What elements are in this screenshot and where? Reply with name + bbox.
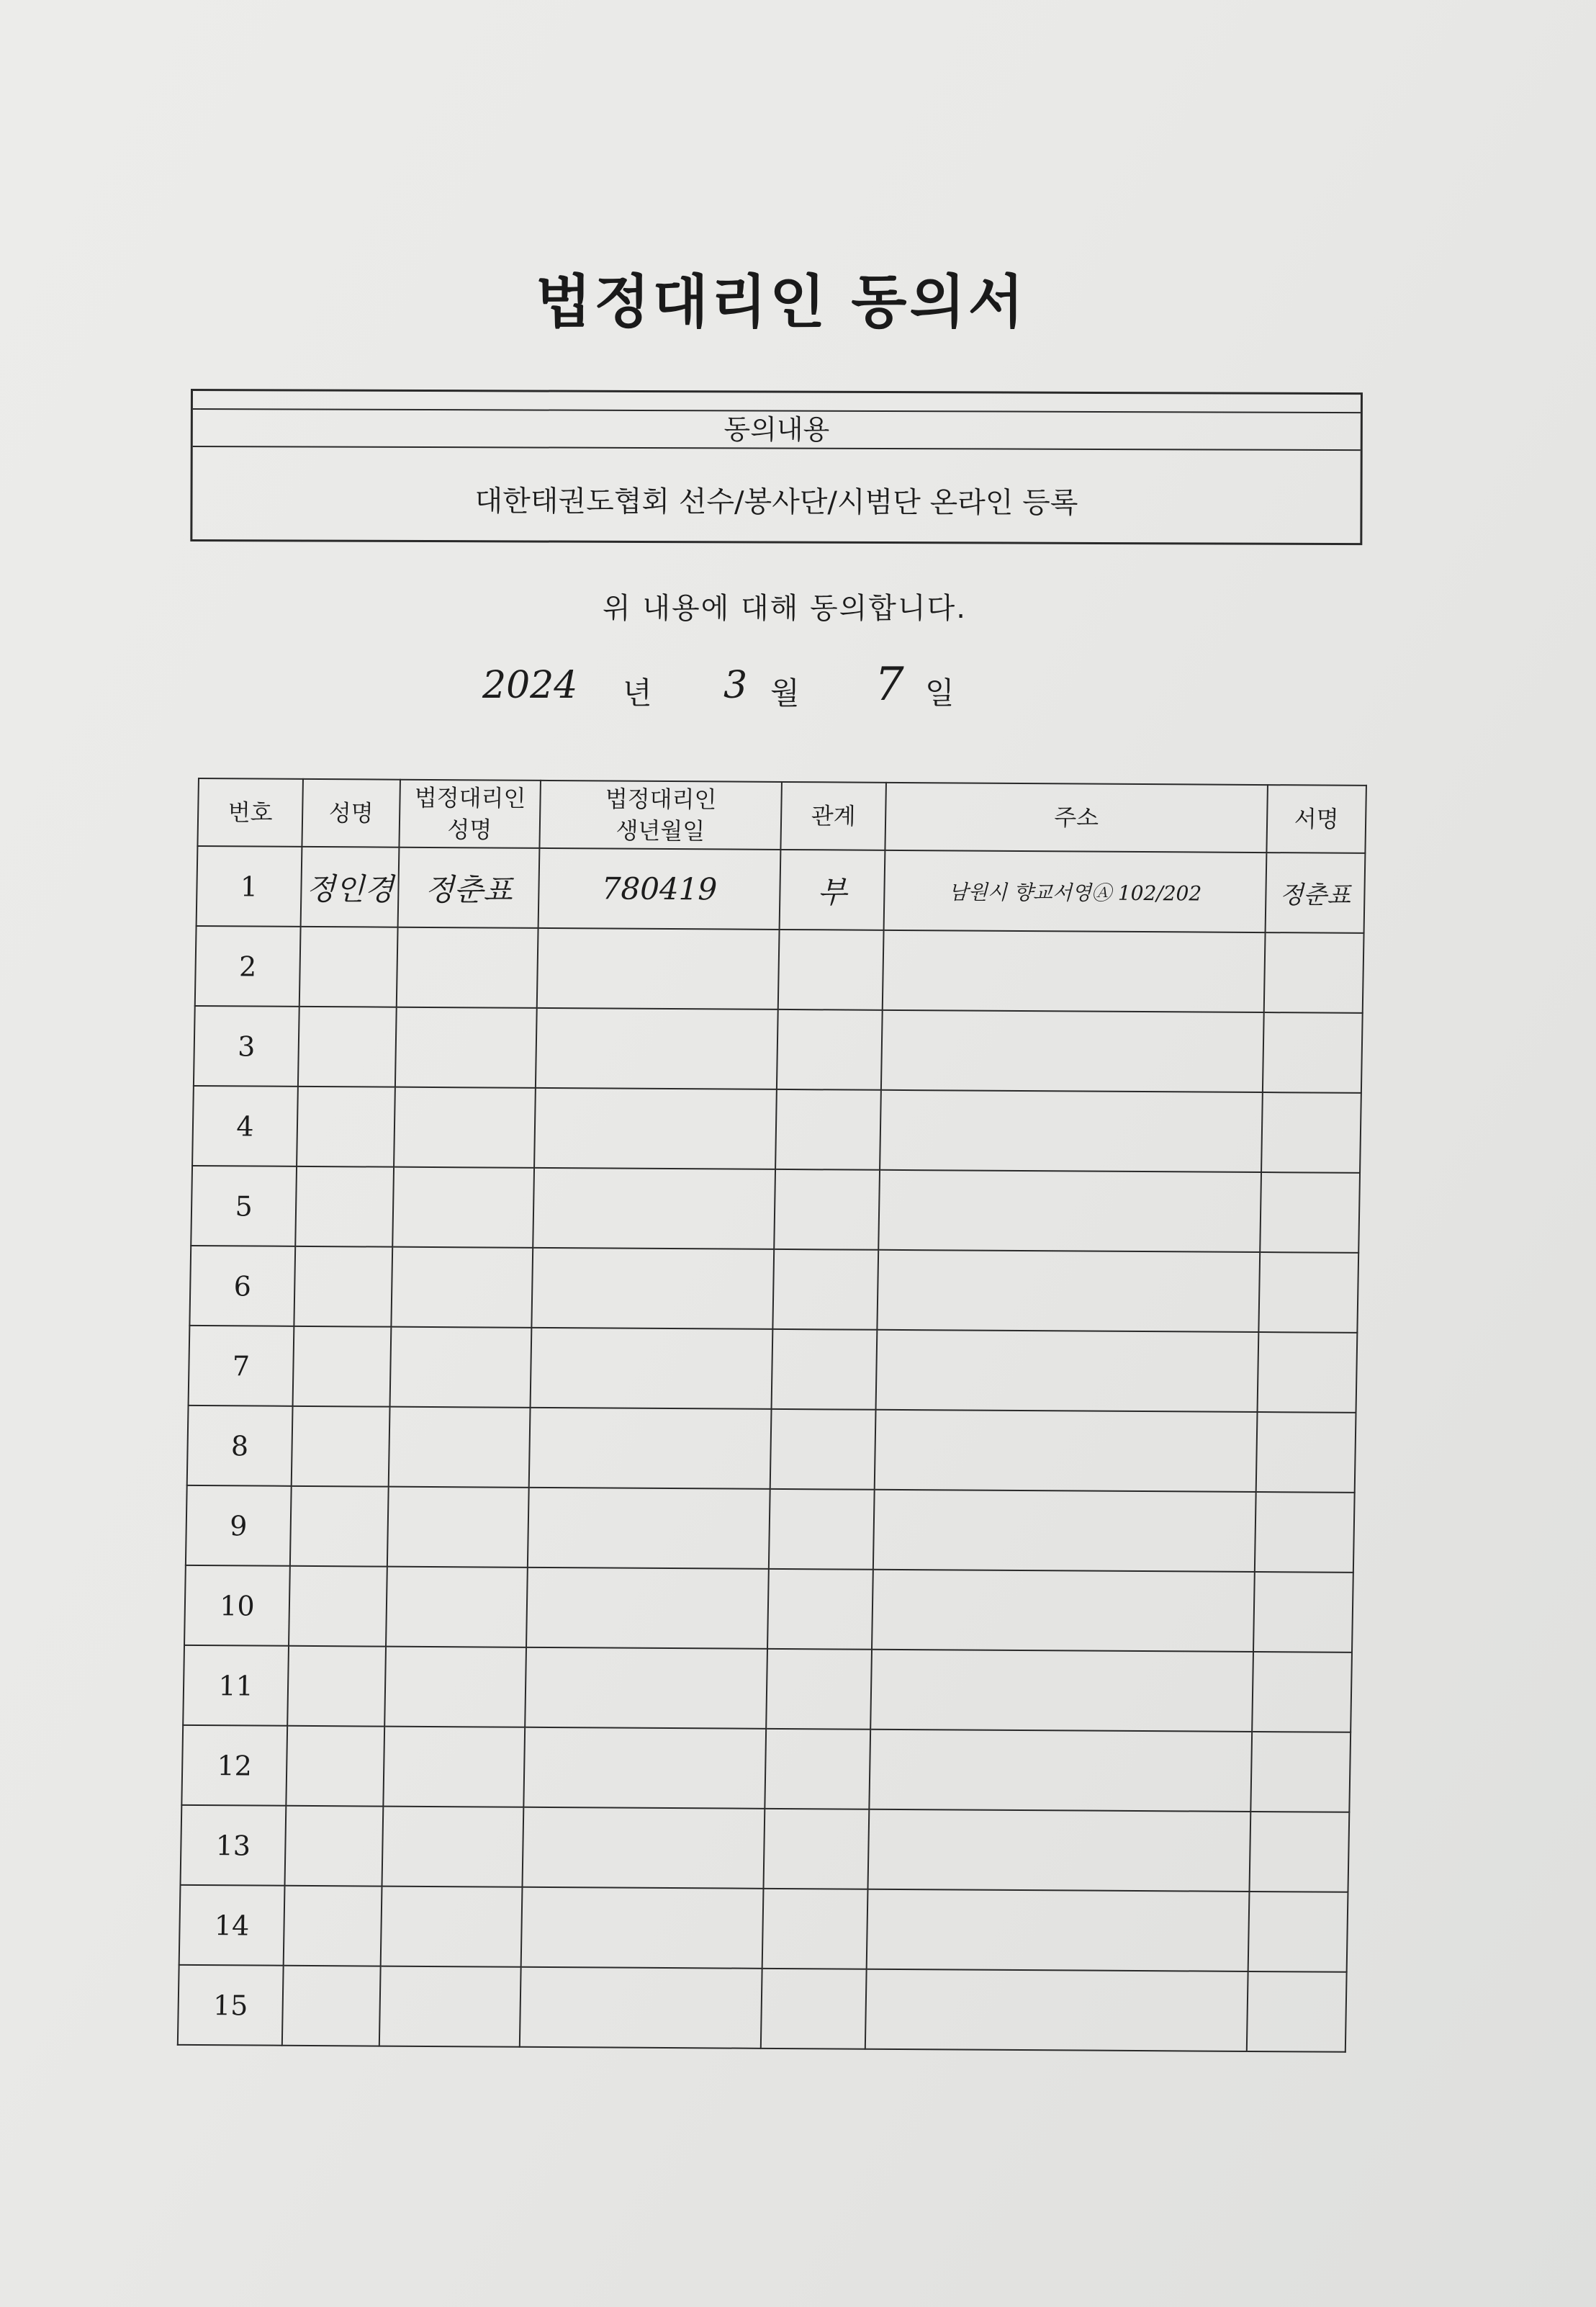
signature-cell[interactable]: [1264, 932, 1364, 1013]
relation-cell[interactable]: [777, 1009, 883, 1090]
date-month[interactable]: 3: [723, 664, 748, 707]
table-row: [180, 1805, 1349, 1892]
guardian-name-cell[interactable]: [387, 1487, 529, 1568]
relation-cell[interactable]: 부: [780, 850, 885, 930]
header-relation: 관계: [780, 782, 886, 850]
address-cell[interactable]: [878, 1170, 1261, 1252]
header-address: 주소: [885, 783, 1268, 853]
date-year[interactable]: 2024: [482, 664, 578, 707]
row-number: 15: [178, 1965, 284, 2046]
relation-cell[interactable]: [767, 1569, 873, 1650]
address-cell[interactable]: [867, 1809, 1250, 1892]
address-cell[interactable]: [876, 1330, 1259, 1412]
row-number: 2: [195, 926, 301, 1007]
date-month-label: 월: [770, 675, 800, 711]
row-number: 11: [183, 1645, 289, 1726]
table-row: [184, 1565, 1353, 1652]
table-row: [178, 1965, 1347, 2052]
signature-cell[interactable]: [1248, 1892, 1348, 1972]
guardian-birth-cell[interactable]: [522, 1807, 765, 1889]
signature-cell[interactable]: [1258, 1252, 1358, 1333]
address-cell[interactable]: [883, 930, 1266, 1012]
student-name-cell[interactable]: [293, 1326, 392, 1407]
student-name-cell[interactable]: [298, 1007, 397, 1087]
row-number: 6: [189, 1246, 295, 1326]
address-cell[interactable]: [880, 1090, 1263, 1172]
relation-cell[interactable]: [775, 1089, 881, 1170]
guardian-birth-cell[interactable]: [520, 1967, 762, 2049]
table-row: [195, 926, 1364, 1013]
date-line: [475, 658, 1195, 727]
consent-box: [190, 389, 1363, 545]
address-cell[interactable]: [873, 1490, 1256, 1572]
row-number: 12: [181, 1725, 287, 1806]
signature-cell[interactable]: [1247, 1971, 1347, 2052]
consent-body: 대한태권도협회 선수/봉사단/시범단 온라인 등록: [474, 485, 1078, 520]
signature-cell[interactable]: [1253, 1572, 1353, 1652]
guardian-birth-cell[interactable]: [523, 1727, 766, 1809]
student-name-cell[interactable]: [297, 1087, 395, 1167]
table-row: [181, 1725, 1351, 1812]
signature-cell[interactable]: [1256, 1412, 1356, 1493]
header-no: 번호: [197, 778, 303, 847]
address-cell[interactable]: [865, 1969, 1248, 2051]
guardian-table: [177, 778, 1367, 2053]
row-number: 10: [184, 1565, 290, 1646]
table-row: [189, 1246, 1358, 1333]
signature-cell[interactable]: [1261, 1092, 1361, 1173]
student-name-cell[interactable]: [282, 1966, 381, 2046]
row-number: 3: [194, 1006, 299, 1087]
guardian-name-cell[interactable]: [392, 1167, 534, 1248]
guardian-birth-cell[interactable]: [531, 1248, 774, 1329]
relation-cell[interactable]: [766, 1649, 872, 1730]
guardian-name-cell[interactable]: [383, 1727, 525, 1807]
guardian-birth-cell[interactable]: [533, 1168, 775, 1249]
table-row: [187, 1406, 1356, 1493]
table-body: [178, 846, 1366, 2052]
header-signature: 서명: [1266, 785, 1366, 853]
row-number: 8: [187, 1406, 293, 1486]
guardian-name-cell[interactable]: [394, 1087, 536, 1168]
address-cell[interactable]: [872, 1570, 1255, 1652]
agree-statement: 위 내용에 대해 동의합니다.: [603, 592, 967, 625]
guardian-birth-cell[interactable]: [531, 1328, 773, 1409]
guardian-birth-cell[interactable]: [526, 1568, 769, 1649]
guardian-table-wrap: [177, 778, 1366, 2053]
guardian-birth-cell[interactable]: [529, 1408, 772, 1489]
table-row: [183, 1645, 1352, 1732]
signature-cell[interactable]: [1255, 1492, 1355, 1573]
table-row: [179, 1885, 1348, 1972]
relation-cell[interactable]: [770, 1409, 876, 1490]
signature-cell[interactable]: [1263, 1012, 1363, 1093]
header-name: 성명: [302, 779, 400, 847]
signature-cell[interactable]: 정춘표: [1266, 853, 1366, 933]
guardian-birth-cell[interactable]: [521, 1887, 764, 1969]
guardian-name-cell[interactable]: [389, 1407, 531, 1488]
row-number: 1: [197, 846, 302, 927]
relation-cell[interactable]: [774, 1169, 880, 1250]
signature-cell[interactable]: [1249, 1812, 1349, 1892]
address-cell[interactable]: [867, 1889, 1250, 1971]
guardian-birth-cell[interactable]: [528, 1488, 770, 1569]
address-cell[interactable]: [881, 1010, 1264, 1092]
guardian-name-cell[interactable]: [390, 1327, 532, 1408]
row-number: 7: [189, 1326, 294, 1406]
guardian-name-cell[interactable]: 정춘표: [398, 847, 540, 928]
student-name-cell[interactable]: [290, 1486, 389, 1567]
address-cell[interactable]: [877, 1250, 1260, 1332]
guardian-name-cell[interactable]: [386, 1567, 528, 1647]
address-cell[interactable]: 남원시 향교서영Ⓐ 102/202: [884, 850, 1267, 932]
row-number: 14: [179, 1885, 285, 1966]
guardian-name-cell[interactable]: [382, 1807, 523, 1887]
address-cell[interactable]: [875, 1410, 1258, 1492]
row-number: 4: [192, 1086, 298, 1166]
table-row: [186, 1485, 1355, 1573]
header-guardian-name-text: 법정대리인 성명: [414, 783, 526, 844]
guardian-birth-cell[interactable]: [534, 1088, 777, 1169]
relation-cell[interactable]: [772, 1249, 878, 1330]
relation-cell[interactable]: [778, 930, 884, 1010]
signature-cell[interactable]: [1252, 1652, 1352, 1732]
relation-cell[interactable]: [761, 1969, 867, 2049]
relation-cell[interactable]: [765, 1729, 870, 1809]
document-title: 법정대리인 동의서: [535, 269, 1027, 336]
student-name-cell[interactable]: 정인경: [301, 847, 400, 927]
guardian-birth-cell[interactable]: [536, 1008, 778, 1089]
guardian-name-cell[interactable]: [381, 1886, 523, 1967]
header-guardian-birth: [539, 781, 782, 850]
student-name-cell[interactable]: [294, 1246, 392, 1327]
address-cell[interactable]: [870, 1650, 1253, 1732]
guardian-birth-cell[interactable]: [537, 928, 780, 1009]
header-guardian-name: [399, 780, 541, 848]
table-row: [194, 1006, 1363, 1093]
student-name-cell[interactable]: [295, 1166, 394, 1247]
row-number: 5: [191, 1166, 297, 1246]
consent-header: 동의내용: [193, 408, 1361, 451]
table-row: [197, 846, 1366, 933]
student-name-cell[interactable]: [287, 1646, 386, 1727]
signature-cell[interactable]: [1260, 1172, 1360, 1253]
student-name-cell[interactable]: [284, 1886, 382, 1966]
student-name-cell[interactable]: [286, 1726, 384, 1807]
signature-cell[interactable]: [1250, 1732, 1351, 1812]
row-number: 9: [186, 1485, 292, 1566]
guardian-birth-cell[interactable]: [525, 1647, 767, 1729]
student-name-cell[interactable]: [299, 927, 398, 1007]
guardian-birth-cell[interactable]: 780419: [538, 848, 781, 930]
signature-cell[interactable]: [1258, 1332, 1358, 1413]
relation-cell[interactable]: [762, 1889, 868, 1969]
guardian-name-cell[interactable]: [384, 1647, 526, 1727]
student-name-cell[interactable]: [284, 1806, 383, 1886]
student-name-cell[interactable]: [292, 1406, 390, 1487]
table-row: [192, 1086, 1361, 1173]
table-row: [191, 1166, 1360, 1253]
date-day[interactable]: 7: [875, 658, 904, 711]
address-cell[interactable]: [869, 1730, 1252, 1812]
date-day-label: 일: [925, 675, 955, 711]
header-guardian-birth-text: 법정대리인 생년월일: [605, 785, 717, 845]
row-number: 13: [180, 1805, 286, 1886]
relation-cell[interactable]: [772, 1329, 878, 1410]
guardian-name-cell[interactable]: [397, 927, 538, 1008]
student-name-cell[interactable]: [289, 1566, 387, 1647]
guardian-name-cell[interactable]: [379, 1966, 521, 2047]
relation-cell[interactable]: [763, 1809, 869, 1889]
relation-cell[interactable]: [769, 1489, 875, 1570]
date-year-label: 년: [623, 675, 652, 711]
table-header-row: [197, 778, 1366, 853]
guardian-name-cell[interactable]: [395, 1007, 537, 1088]
guardian-name-cell[interactable]: [391, 1247, 533, 1328]
table-row: [189, 1326, 1358, 1413]
